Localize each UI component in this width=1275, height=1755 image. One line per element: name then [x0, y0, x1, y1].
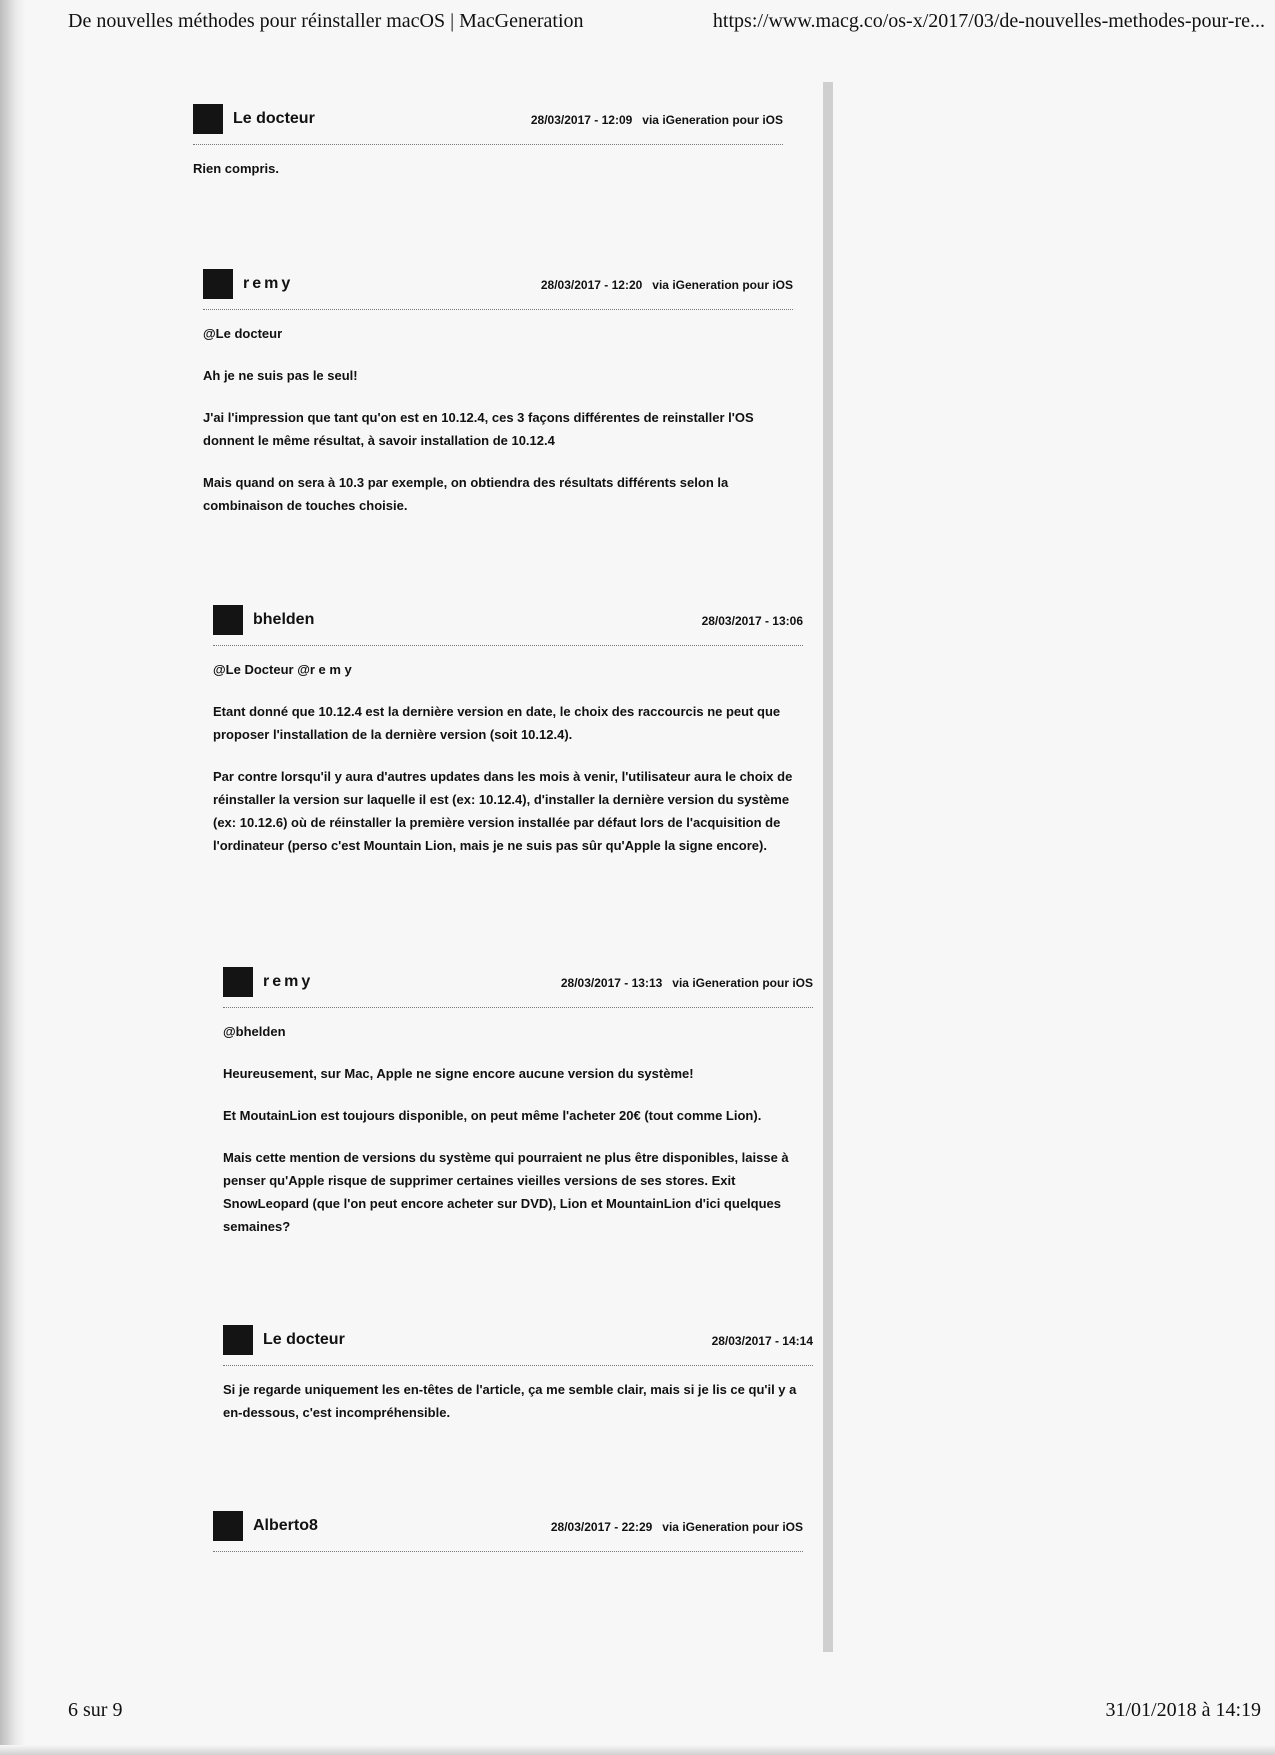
comment-header: [193, 104, 783, 138]
comment-via: via iGeneration pour iOS: [662, 1520, 803, 1534]
comment-divider: [223, 1365, 813, 1366]
avatar[interactable]: [213, 1511, 243, 1541]
page-number: 6 sur 9: [68, 1699, 123, 1721]
comment-via: via iGeneration pour iOS: [652, 278, 793, 292]
page-url[interactable]: https://www.macg.co/os-x/2017/03/de-nouvelles-methodes-pour-re...: [712, 10, 1265, 32]
comment: [223, 1325, 813, 1443]
comment-paragraph: J'ai l'impression que tant qu'on est en 10.12.4, ces 3 façons différentes de reinstaller l'OS donnent le même résultat, à savoir installation de 10.12.4: [203, 410, 754, 448]
comment: [213, 605, 803, 876]
comment-divider: [193, 144, 783, 145]
comment-paragraph: Mais cette mention de versions du système qui pourraient ne plus être disponibles, laisse à penser qu'Apple risque de supprimer certaines vieilles versions de ses stores. Exit SnowLeopard (que l'on peut encore acheter sur DVD), Lion et MountainLion d'ici quelques semaines?: [223, 1150, 789, 1234]
scan-shadow-bottom: [0, 1745, 1275, 1755]
comment-body: [223, 1378, 813, 1424]
comment-paragraph: Heureusement, sur Mac, Apple ne signe encore aucune version du système!: [223, 1066, 694, 1081]
comment-header: [203, 269, 793, 303]
comment-paragraph: Par contre lorsqu'il y aura d'autres updates dans les mois à venir, l'utilisateur aura le choix de réinstaller la version sur laquelle il est (ex: 10.12.4), d'installer la dernière version du système (ex: 10.12.6) où de réinstaller la première version installée par défaut lors de l'acquisition de l'ordinateur (perso c'est Mountain Lion, mais je ne suis pas sûr qu'Apple la signe encore).: [213, 769, 793, 853]
comment-paragraph: Ah je ne suis pas le seul!: [203, 368, 358, 383]
comment-header: [223, 967, 813, 1001]
print-header: [68, 10, 1265, 34]
comment-header: [213, 1511, 803, 1545]
comment-divider: [213, 1551, 803, 1552]
comment-paragraph: @bhelden: [223, 1024, 286, 1039]
comment-author[interactable]: remy: [263, 973, 314, 990]
comment-date[interactable]: 28/03/2017 - 13:13: [560, 976, 663, 990]
comment-paragraph: Et MoutainLion est toujours disponible, on peut même l'acheter 20€ (tout comme Lion).: [223, 1108, 762, 1123]
comment-author[interactable]: Le docteur: [233, 110, 315, 127]
comment-paragraph: @Le Docteur @r e m y: [213, 662, 352, 677]
avatar[interactable]: [223, 1325, 253, 1355]
avatar[interactable]: [213, 605, 243, 635]
avatar[interactable]: [223, 967, 253, 997]
comment-paragraph: @Le docteur: [203, 326, 283, 341]
comment-date[interactable]: 28/03/2017 - 12:20: [540, 278, 643, 292]
comment: [223, 967, 813, 1257]
comment-meta: [541, 278, 793, 292]
comment-date[interactable]: 28/03/2017 - 13:06: [701, 614, 803, 628]
comment-paragraph: Rien compris.: [193, 161, 279, 176]
sidebar-divider: [823, 82, 833, 1652]
avatar[interactable]: [193, 104, 223, 134]
comment-author[interactable]: Alberto8: [253, 1517, 318, 1534]
avatar[interactable]: [203, 269, 233, 299]
comment: [193, 104, 783, 199]
comment-header: [223, 1325, 813, 1359]
comment-meta: [712, 1334, 813, 1348]
print-footer: [68, 1699, 1261, 1723]
comment-date[interactable]: 28/03/2017 - 22:29: [550, 1520, 653, 1534]
comment-meta: [561, 976, 813, 990]
comment-body: [223, 1020, 813, 1238]
comment-via: via iGeneration pour iOS: [642, 113, 783, 127]
comment: [213, 1511, 803, 1552]
comment-date[interactable]: 28/03/2017 - 12:09: [530, 113, 633, 127]
print-timestamp: 31/01/2018 à 14:19: [1105, 1699, 1261, 1721]
comment-paragraph: Si je regarde uniquement les en-têtes de l'article, ça me semble clair, mais si je lis ce qu'il y a en-dessous, c'est incompréhensible.: [223, 1382, 797, 1420]
scan-shadow-left: [0, 0, 26, 1755]
comment-paragraph: Mais quand on sera à 10.3 par exemple, on obtiendra des résultats différents selon la combinaison de touches choisie.: [203, 475, 729, 513]
comment-body: [213, 658, 803, 857]
page-title: De nouvelles méthodes pour réinstaller macOS | MacGeneration: [68, 10, 584, 32]
comment-meta: [551, 1520, 803, 1534]
comment: [203, 269, 793, 536]
comment-divider: [203, 309, 793, 310]
comment-body: [203, 322, 793, 517]
comment-header: [213, 605, 803, 639]
comment-author[interactable]: Le docteur: [263, 1331, 345, 1348]
comment-author[interactable]: remy: [243, 275, 294, 292]
comment-body: [193, 157, 783, 180]
comment-divider: [213, 645, 803, 646]
comment-date[interactable]: 28/03/2017 - 14:14: [711, 1334, 813, 1348]
comment-author[interactable]: bhelden: [253, 611, 315, 628]
comment-paragraph: Etant donné que 10.12.4 est la dernière version en date, le choix des raccourcis ne peut que proposer l'installation de la dernière version (soit 10.12.4).: [213, 704, 781, 742]
comment-divider: [223, 1007, 813, 1008]
comment-meta: [702, 614, 803, 628]
comment-via: via iGeneration pour iOS: [672, 976, 813, 990]
comment-meta: [531, 113, 783, 127]
